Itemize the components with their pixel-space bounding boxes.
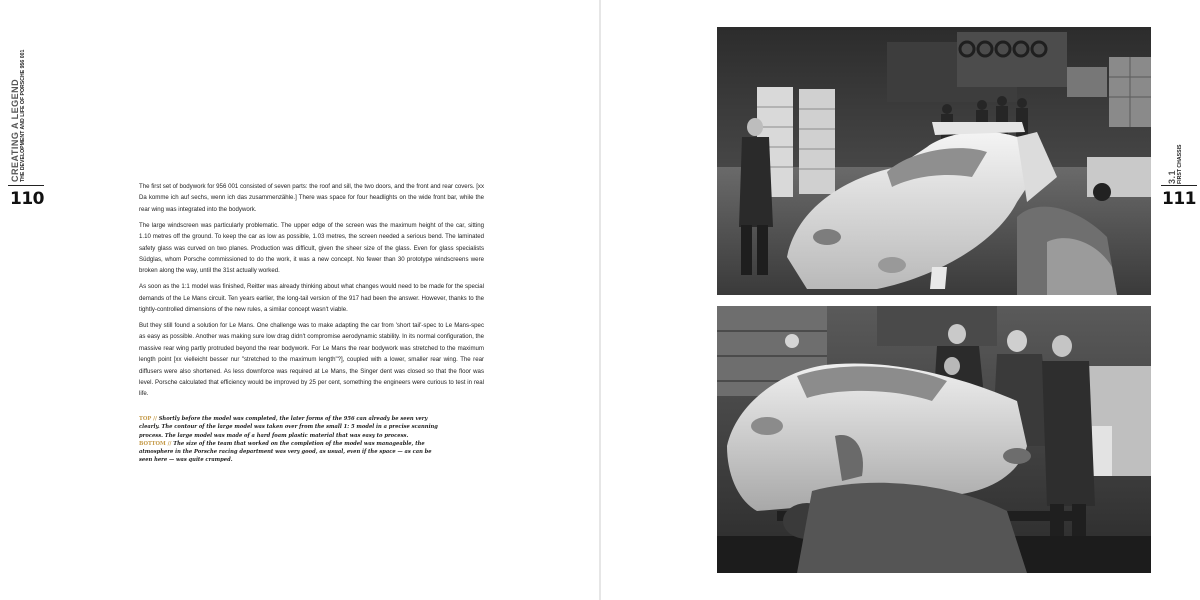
paragraph: As soon as the 1:1 model was finished, Reitter was already thinking about what changes would need to be made for the special demands of the Le Mans circuit. Ten years earlier, the long-tail version of the 917 had been the answer. However, thanks to the tightly-controlled dimensions of the new rules, a similar concept wasn't viable.	[139, 283, 484, 314]
running-header-right	[1167, 128, 1197, 184]
right-page	[601, 0, 1200, 600]
body-text	[139, 181, 484, 404]
section-title: FIRST CHASSIS	[1177, 144, 1183, 184]
photo-top-illustration	[717, 27, 1151, 295]
caption-text: Shortly before the model was completed, the later forms of the 956 can already be seen very clearly. The contour of the large model was taken over from the small 1: 5 model in a precise scanning process. The large model was made of a hard foam plastic material that was easy to process.	[139, 416, 438, 439]
header-rule-left	[8, 185, 44, 186]
photo-bottom-illustration	[717, 306, 1151, 573]
caption-top	[139, 415, 444, 440]
caption-separator: //	[165, 440, 174, 447]
caption-text: The size of the team that worked on the completion of the model was manageable, the atmosphere in the Porsche racing department was very good, as usual, even if the space — as can be seen here — was quite cramped.	[139, 440, 432, 464]
caption-key: BOTTOM	[139, 440, 166, 447]
paragraph: The first set of bodywork for 956 001 consisted of seven parts: the roof and sill, the two doors, and the front and rear covers. [xx Da komme ich auf sechs, wenn ich das zusammenzähle.] There was space for four headlights on the wide front bar, while the rear wing was integrated into the bodywork.	[139, 183, 484, 213]
left-page	[0, 0, 599, 600]
running-title: CREATING A LEGEND	[10, 78, 20, 182]
section-number: 3.1	[1167, 169, 1177, 184]
header-rule-right	[1161, 185, 1197, 186]
caption-bottom	[139, 440, 444, 465]
photo-bottom-team-at-work	[717, 306, 1151, 573]
caption-separator: //	[151, 416, 159, 422]
paragraph: The large windscreen was particularly problematic. The upper edge of the screen was the maximum height of the car, sitting 1.10 metres off the ground. To keep the car as low as possible, 1.03 metres, the screen needed a serious bend. The laminated safety glass was curved on two planes. Production was difficult, given the sheer size of the glass. Even for glass specialists Südglas, whom Porsche commissioned to do the work, it was a new concept. No fewer than 30 prototype windscreens were broken along the way, until the 31st actually worked.	[139, 221, 484, 275]
running-subtitle: THE DEVELOPMENT AND LIFE OF PORSCHE 956 001	[20, 49, 26, 182]
caption-key: TOP	[139, 416, 152, 422]
running-header-left	[10, 49, 40, 182]
photo-captions	[139, 415, 444, 465]
paragraph: But they still found a solution for Le Mans. One challenge was to make adapting the car from 'short tail'-spec to Le Mans-spec as easy as possible. Another was making sure low drag didn't compromise aerodynamic stability. In its normal configuration, the massive rear wing partly protruded beyond the rear bodywork. For Le Mans the rear bodywork was stretched to the maximum length point [xx vielleicht besser nur "stretched to the maximum length"?], coupled with a lower, smaller rear wing. The rear diffusers were also shortened. As less downforce was required at Le Mans, the Singer dent was closed so that the floor was level. Porsche calculated that efficiency would be improved by 25 per cent, something the engineers were curious to test in real life.	[139, 321, 484, 398]
page-number-left: 110	[10, 189, 44, 209]
page-number-right: 111	[1162, 189, 1196, 209]
photo-top-workshop-model	[717, 27, 1151, 295]
